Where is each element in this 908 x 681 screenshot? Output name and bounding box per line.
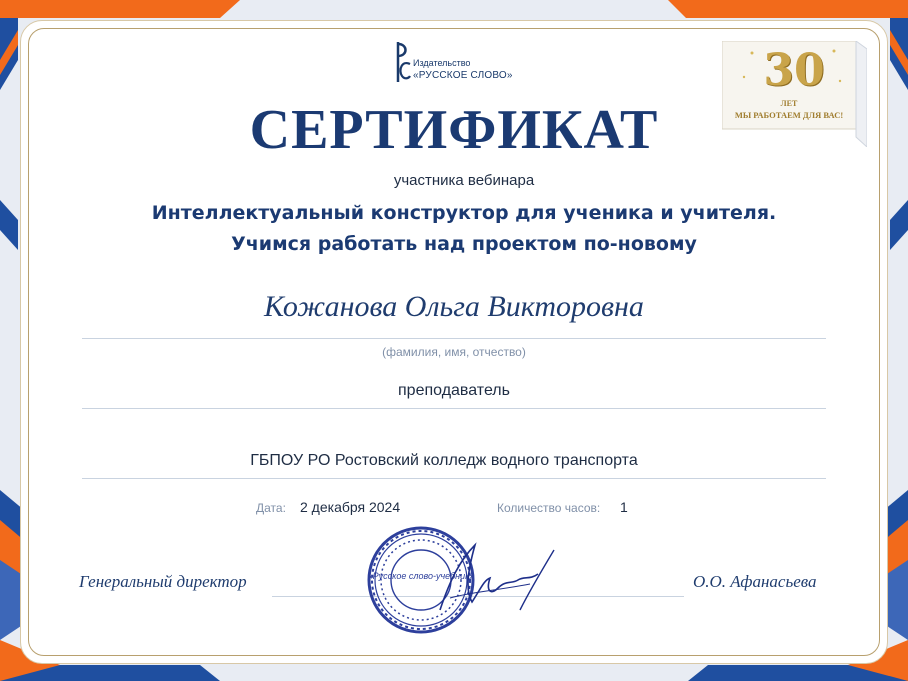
stamp-center-text: «Русское слово-учебник» bbox=[367, 571, 475, 581]
participant-organization: ГБПОУ РО Ростовский колледж водного транспорта bbox=[250, 452, 638, 469]
participant-position: преподаватель bbox=[398, 382, 510, 399]
name-divider bbox=[82, 338, 826, 339]
hours-value: 1 bbox=[620, 499, 628, 515]
hours-label: Количество часов: bbox=[497, 501, 601, 515]
certificate-title: СЕРТИФИКАТ bbox=[249, 99, 659, 161]
participant-name: Кожанова Ольга Викторовна bbox=[264, 290, 644, 323]
position-divider bbox=[82, 408, 826, 409]
certificate-subtitle: участника вебинара bbox=[393, 172, 535, 189]
anniversary-number: 30 bbox=[763, 45, 825, 96]
publisher-line2: «РУССКОЕ СЛОВО» bbox=[413, 70, 513, 81]
signatory-name: О.О. Афанасьева bbox=[693, 572, 817, 591]
signatory-role: Генеральный директор bbox=[79, 572, 247, 591]
publisher-logo-icon bbox=[394, 40, 412, 84]
publisher-logo bbox=[394, 40, 524, 86]
date-value: 2 декабря 2024 bbox=[300, 499, 401, 515]
organization-divider bbox=[82, 478, 826, 479]
name-hint: (фамилия, имя, отчество) bbox=[382, 345, 526, 359]
anniversary-slogan: МЫ РАБОТАЕМ ДЛЯ ВАС! bbox=[734, 110, 844, 120]
webinar-title: Интеллектуальный конструктор для ученика и учителя. Учимся работать над проектом по-новому bbox=[151, 202, 777, 255]
anniversary-years: ЛЕТ bbox=[780, 99, 798, 108]
publisher-line1: Издательство bbox=[413, 58, 471, 68]
date-label: Дата: bbox=[256, 501, 286, 515]
signature-icon bbox=[420, 540, 570, 620]
